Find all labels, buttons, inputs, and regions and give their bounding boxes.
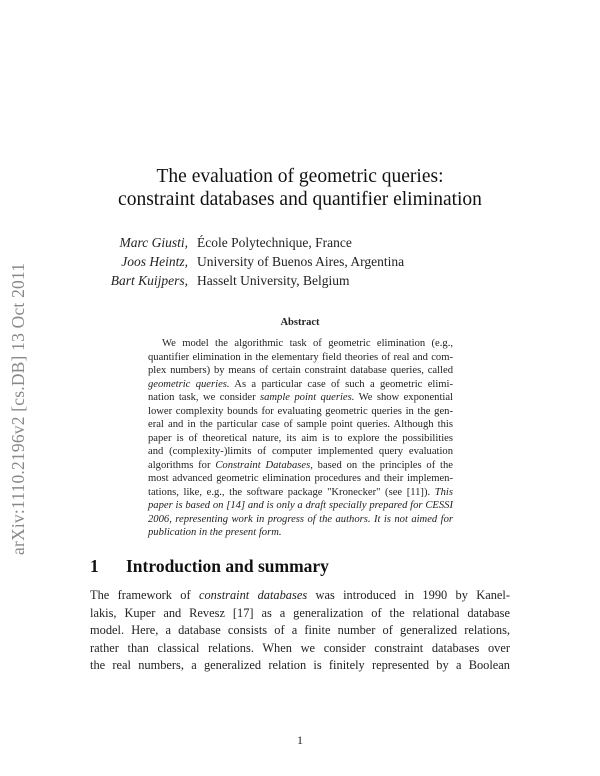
text-line [148,486,453,499]
text-line [148,351,453,364]
text-line [148,499,453,512]
text-span: quantifier elimination in the elementary field theories of real and com- [148,351,453,363]
abstract-heading: Abstract [280,317,320,328]
section-number: 1 [90,556,99,576]
text-span: model. Here, a database consists of a finite number of generalized relations, [90,623,510,638]
italic-text: constraint databases [198,588,308,602]
italic-text: publication in the present form. [148,527,282,538]
text-line [148,445,453,458]
text-line [148,378,453,391]
author-name: Joos Heintz, [121,254,188,269]
section-title: Introduction and summary [126,556,329,576]
text-line [90,605,510,622]
text-span: eral and in the particular case of sample point queries. Although this [148,419,453,430]
author-affiliation: Hasselt University, Belgium [197,273,350,288]
text-span: We show exponential [354,392,453,403]
text-span: nation task, we consider [148,392,260,403]
italic-text: 2006, representing work in progress of the authors. It is not aimed for [148,513,453,525]
text-span: tations, like, e.g., the software package "Kronecker" (see [11]). [148,486,435,498]
text-span: and (complexity-)limits of computer implemented query evaluation [148,446,453,457]
text-line [148,459,453,472]
text-span: rather than classical relations. When we consider constraint databases over [90,640,510,655]
text-line [148,391,453,404]
text-span: lakis, Kuper and Revesz [17] as a generalization of the relational database [90,605,510,620]
text-line [90,657,510,674]
text-line [148,405,453,418]
text-span: based on the principles of the [312,459,454,471]
text-span: We model the algorithmic task of geometric elimination (e.g., [162,338,453,349]
text-line [90,640,510,657]
italic-text: Constraint Databases, [215,459,313,471]
page-number: 1 [297,733,303,747]
text-span: algorithms for [148,459,216,471]
italic-text: This [434,486,453,498]
author-affiliation: University of Buenos Aires, Argentina [197,254,405,269]
text-span: most advanced geometric elimination procedures and their implemen- [148,473,453,484]
author-row [0,273,600,291]
text-line [148,364,453,377]
text-line [148,432,453,445]
section-heading [90,556,329,577]
italic-text: sample point queries. [259,392,355,403]
text-span: The framework of [90,588,199,602]
text-span: was introduced in 1990 by Kanel- [307,588,511,602]
author-row [0,254,600,272]
author-row [0,235,600,253]
italic-text: paper is based on [14] and is only a draft specially prepared for CESSI [148,500,453,511]
text-line [148,526,453,539]
text-line [90,622,510,639]
text-span: plex numbers) by means of certain constraint database queries, called [148,365,453,376]
author-name: Bart Kuijpers, [110,273,188,288]
text-span: As a particular case of such a geometric elimi- [229,378,454,390]
text-span: lower complexity bounds for evaluating geometric queries in the gen- [148,405,453,417]
author-affiliation: École Polytechnique, France [197,235,352,250]
paper-title-line-1: The evaluation of geometric queries: [156,166,444,187]
text-line [148,472,453,485]
text-span: the real numbers, a generalized relation is finitely represented by a Boolean [90,658,510,673]
text-line [148,418,453,431]
text-span: paper is of theoretical nature, its aim is to explore the possibilities [148,432,453,444]
text-line [148,337,453,350]
arxiv-stamp: arXiv:1110.2196v2 [cs.DB] 13 Oct 2011 [8,262,28,555]
italic-text: geometric queries. [148,378,230,390]
paper-title-line-2: constraint databases and quantifier elimination [118,189,482,210]
text-line [148,513,453,526]
text-line [90,587,510,604]
author-name: Marc Giusti, [119,235,188,250]
